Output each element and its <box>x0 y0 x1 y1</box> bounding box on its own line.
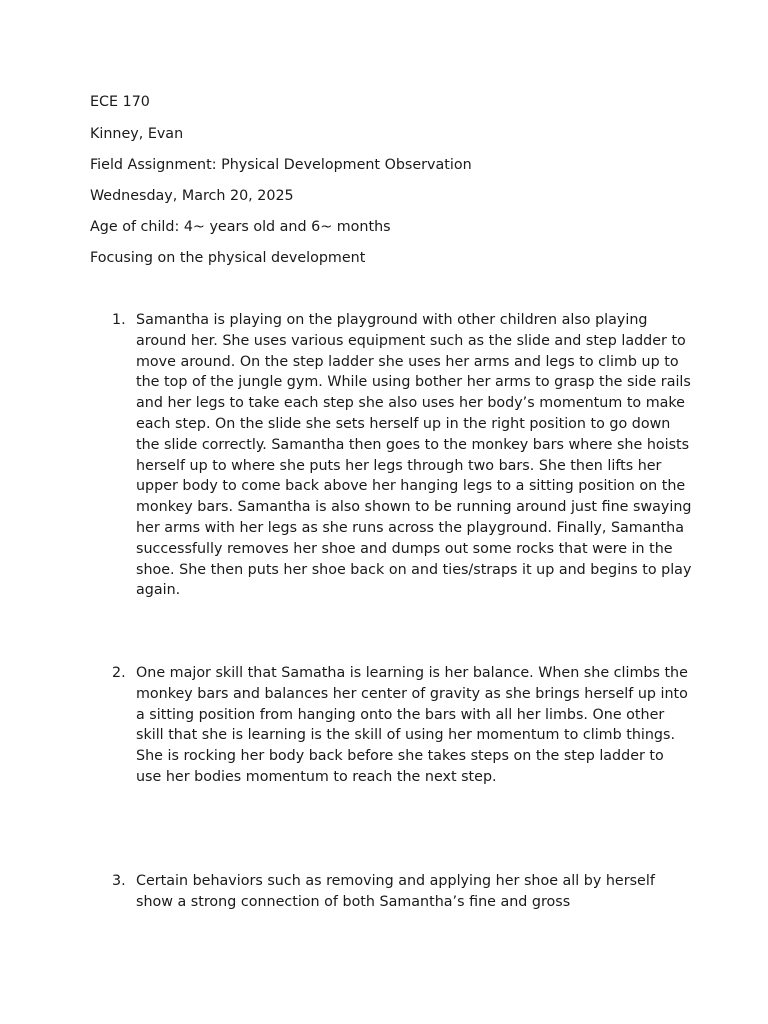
assignment-title: Field Assignment: Physical Development Observation <box>90 157 472 173</box>
list-item-number: 1. <box>112 312 126 328</box>
list-item-text: Certain behaviors such as removing and applying her shoe all by herself show a strong connection of both Samantha’s fine and gross <box>136 873 655 910</box>
list-item-number: 3. <box>112 873 126 889</box>
child-age: Age of child: 4~ years old and 6~ months <box>90 219 391 235</box>
focus-statement: Focusing on the physical development <box>90 250 366 266</box>
list-item-text: One major skill that Samatha is learning is her balance. When she climbs the monkey bars and balances her center of gravity as she brings herself up into a sitting position from hanging onto the bars with all her limbs. One other skill that she is learning is the skill of using her momentum to climb things. She is rocking her body back before she takes steps on the step ladder to use her bodies momentum to reach the next step. <box>136 665 688 785</box>
list-item-text: Samantha is playing on the playground with other children also playing around her. She uses various equipment such as the slide and step ladder to move around. On the step ladder she uses her arms and legs to climb up to the top of the jungle gym. While using bother her arms to grasp the side rails and her legs to take each step she also uses her body’s momentum to make each step. On the slide she sets herself up in the right position to go down the slide correctly. Samantha then goes to the monkey bars where she hoists herself up to where she puts her legs through two bars. She then lifts her upper body to come back above her hanging legs to a sitting position on the monkey bars. Samantha is also shown to be running around just fine swaying her arms with her legs as she runs across the playground. Finally, Samantha successfully removes her shoe and dumps out some rocks that were in the shoe. She then puts her shoe back on and ties/straps it up and begins to play again. <box>136 312 692 599</box>
student-name: Kinney, Evan <box>90 126 184 142</box>
observation-date: Wednesday, March 20, 2025 <box>90 188 294 204</box>
course-code: ECE 170 <box>90 94 150 110</box>
list-item-number: 2. <box>112 665 126 681</box>
